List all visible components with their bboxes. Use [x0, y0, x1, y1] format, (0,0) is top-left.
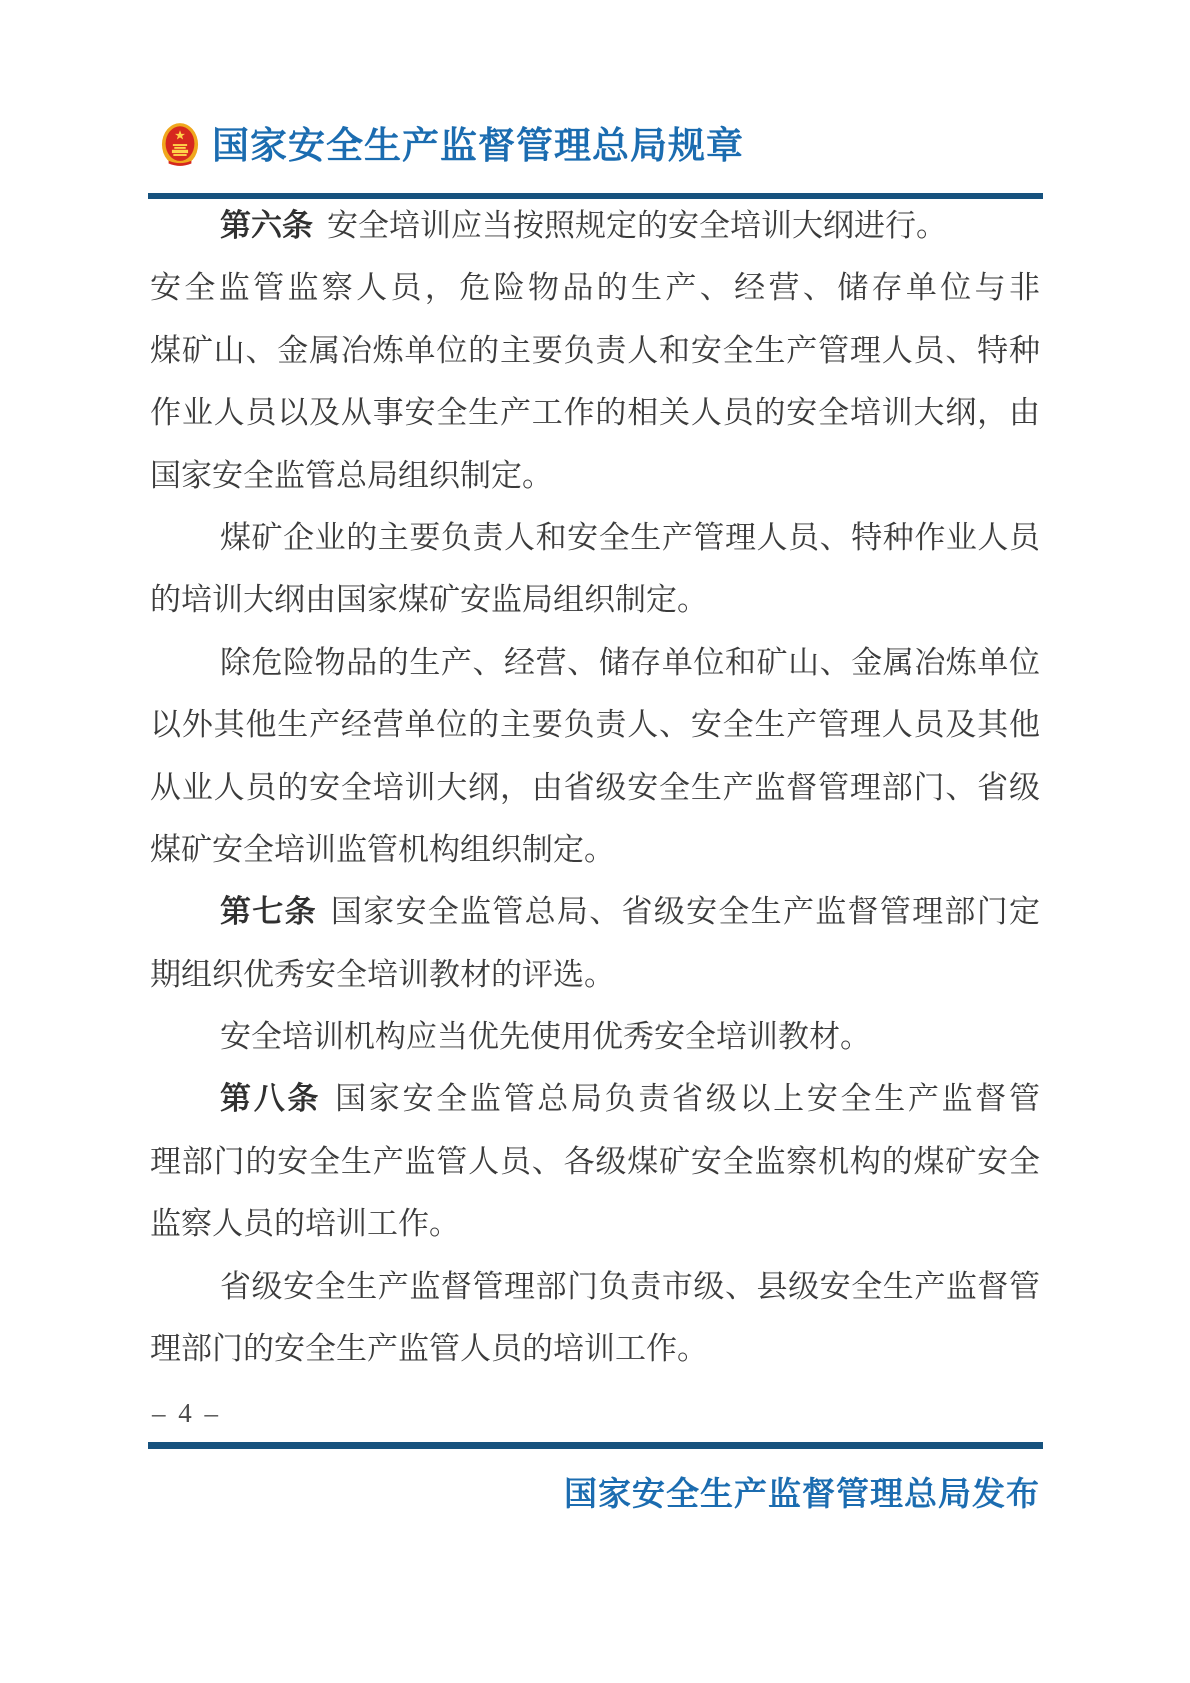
footer-publisher: 国家安全生产监督管理总局发布: [564, 1477, 1040, 1513]
body-line-text: 安全培训机构应当优先使用优秀安全培训教材。: [220, 1019, 871, 1055]
body-line-text: 以外其他生产经营单位的主要负责人、安全生产管理人员及其他: [150, 707, 1040, 743]
body-line: [150, 445, 1040, 507]
body-line: [150, 944, 1040, 1006]
body-line: [150, 320, 1040, 382]
article-number: 第七条: [220, 894, 317, 930]
body-line-text: 的培训大纲由国家煤矿安监局组织制定。: [150, 582, 708, 618]
body-line-text: 安全培训应当按照规定的安全培训大纲进行。: [327, 208, 947, 243]
document-body: [150, 195, 1040, 1380]
body-line: [150, 881, 1040, 943]
body-line-text: 期组织优秀安全培训教材的评选。: [150, 956, 615, 992]
body-line-text: 煤矿山、金属冶炼单位的主要负责人和安全生产管理人员、特种: [150, 332, 1040, 368]
footer-rule: [148, 1442, 1043, 1449]
body-line: [150, 632, 1040, 694]
body-line-text: 从业人员的安全培训大纲，由省级安全生产监督管理部门、省级: [150, 769, 1040, 805]
body-line-text: 国家安全监管总局组织制定。: [150, 457, 553, 493]
body-line: [150, 1318, 1040, 1380]
body-line-text: 作业人员以及从事安全生产工作的相关人员的安全培训大纲，由: [150, 395, 1040, 431]
body-line: [150, 1256, 1040, 1318]
body-line: [150, 1131, 1040, 1193]
body-line: [150, 1006, 1040, 1068]
body-line: [150, 694, 1040, 756]
body-line: [150, 507, 1040, 569]
document-header-title: 国家安全生产监督管理总局规章: [212, 126, 744, 167]
body-line-text: 监察人员的培训工作。: [150, 1206, 460, 1242]
article-number: 第八条: [220, 1081, 322, 1117]
body-line: [150, 757, 1040, 819]
page-number: – 4 –: [152, 1398, 221, 1428]
body-line-text: 安全监管监察人员，危险物品的生产、经营、储存单位与非: [150, 270, 1040, 306]
china-national-emblem-icon: [161, 122, 199, 169]
body-line-text: 煤矿安全培训监管机构组织制定。: [150, 831, 615, 867]
body-line: [150, 1193, 1040, 1255]
body-line-text: 除危险物品的生产、经营、储存单位和矿山、金属冶炼单位: [220, 644, 1040, 680]
body-line: [150, 195, 1040, 257]
body-line: [150, 1068, 1040, 1130]
body-line-text: 国家安全监管总局负责省级以上安全生产监督管: [335, 1081, 1040, 1117]
body-line: [150, 569, 1040, 631]
body-line-text: 省级安全生产监督管理部门负责市级、县级安全生产监督管: [220, 1268, 1040, 1304]
body-line-text: 煤矿企业的主要负责人和安全生产管理人员、特种作业人员: [220, 519, 1040, 555]
body-line: [150, 819, 1040, 881]
body-line: [150, 257, 1040, 319]
body-line-text: 理部门的安全生产监管人员、各级煤矿安全监察机构的煤矿安全: [150, 1143, 1040, 1179]
body-line-text: 理部门的安全生产监管人员的培训工作。: [150, 1331, 708, 1367]
body-line: [150, 382, 1040, 444]
article-number: 第六条: [220, 208, 313, 243]
body-line-text: 国家安全监管总局、省级安全生产监督管理部门定: [330, 894, 1040, 930]
